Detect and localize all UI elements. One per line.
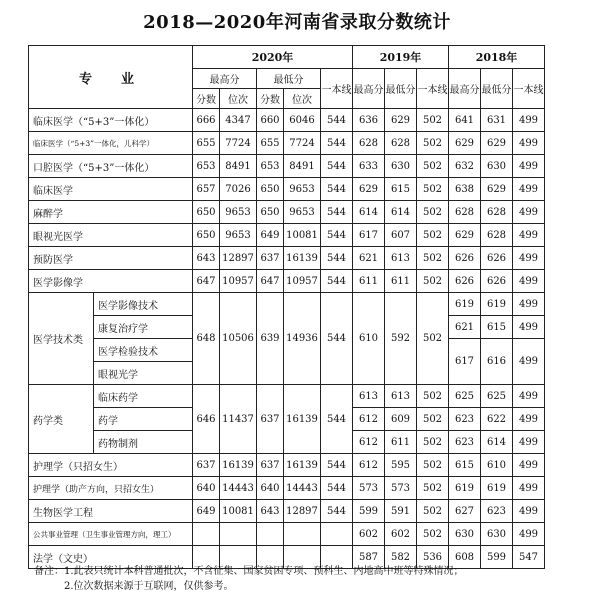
major-name: 临床医学 [29,178,193,201]
table-cell: 502 [417,477,449,500]
table-cell: 502 [417,270,449,293]
table-cell: 544 [321,385,353,454]
table-cell: 643 [193,247,220,270]
table-cell: 12897 [284,500,321,523]
table-cell: 499 [513,408,545,431]
table-cell: 536 [417,546,449,569]
table-row [29,224,545,247]
table-cell [220,523,257,546]
table-cell: 646 [193,385,220,454]
group-name: 药学类 [29,385,94,454]
table-cell: 502 [417,155,449,178]
table-cell: 611 [385,270,417,293]
table-cell: 499 [513,339,545,385]
table-cell: 613 [385,385,417,408]
table-cell: 630 [481,523,513,546]
table-cell: 8491 [284,155,321,178]
table-cell: 573 [385,477,417,500]
table-row [29,477,545,500]
year-2019-header: 2019年 [353,46,449,69]
max-score-header-2019: 最高分 [353,69,385,109]
table-cell: 544 [321,109,353,132]
table-cell: 633 [353,155,385,178]
table-cell: 544 [321,155,353,178]
table-cell: 7026 [220,178,257,201]
table-cell: 587 [353,546,385,569]
table-cell: 637 [193,454,220,477]
table-cell: 602 [385,523,417,546]
table-cell: 9653 [220,201,257,224]
table-cell: 499 [513,477,545,500]
max-score-header-2020: 最高分 [193,69,257,89]
table-cell: 9653 [220,224,257,247]
table-cell: 544 [321,454,353,477]
table-cell: 640 [193,477,220,500]
table-cell: 660 [257,109,284,132]
table-cell: 607 [385,224,417,247]
table-row [29,270,545,293]
table-cell: 648 [193,293,220,385]
rank-subheader: 位次 [284,89,321,109]
table-cell: 615 [449,454,481,477]
table-cell: 629 [385,109,417,132]
table-cell: 7724 [220,132,257,155]
table-cell: 655 [193,132,220,155]
table-cell: 499 [513,178,545,201]
table-cell: 650 [193,224,220,247]
table-cell: 602 [353,523,385,546]
table-cell: 629 [449,224,481,247]
sub-major-name: 临床药学 [94,385,193,408]
table-cell: 599 [481,546,513,569]
note-line: 2.位次数据来源于互联网，仅供参考。 [34,581,234,592]
major-name: 医学影像学 [29,270,193,293]
table-cell: 623 [449,408,481,431]
table-cell: 626 [481,247,513,270]
sub-major-name: 药学 [94,408,193,431]
table-cell: 499 [513,431,545,454]
table-cell: 625 [449,385,481,408]
table-cell: 619 [481,477,513,500]
major-name: 口腔医学（“5+3”一体化） [29,155,193,178]
table-cell: 643 [257,500,284,523]
table-cell: 582 [385,546,417,569]
table-cell: 614 [385,201,417,224]
table-cell: 630 [385,155,417,178]
table-cell: 621 [353,247,385,270]
table-row [29,523,545,546]
table-row [29,454,545,477]
table-cell: 630 [481,155,513,178]
table-cell: 10506 [220,293,257,385]
table-cell: 666 [193,109,220,132]
table-cell: 16139 [284,454,321,477]
table-cell: 619 [449,293,481,316]
line1-header-2019: 一本线 [417,69,449,109]
table-cell: 502 [417,454,449,477]
table-cell: 647 [193,270,220,293]
table-cell: 544 [321,178,353,201]
table-cell: 591 [385,500,417,523]
table-cell: 544 [321,247,353,270]
table-cell: 619 [449,477,481,500]
table-row [29,155,545,178]
table-cell: 592 [385,293,417,385]
table-cell: 499 [513,155,545,178]
table-cell: 573 [353,477,385,500]
table-cell: 502 [417,201,449,224]
table-cell: 608 [449,546,481,569]
table-cell: 631 [481,109,513,132]
table-cell: 502 [417,408,449,431]
table-cell: 649 [257,224,284,247]
major-name: 临床医学（“5+3”一体化，儿科学） [29,132,193,155]
table-cell: 499 [513,500,545,523]
table-cell: 615 [385,178,417,201]
table-cell: 502 [417,431,449,454]
table-cell: 630 [449,523,481,546]
table-cell: 625 [481,385,513,408]
table-cell: 544 [321,500,353,523]
table-cell: 653 [193,155,220,178]
table-cell: 617 [353,224,385,247]
table-cell: 610 [481,454,513,477]
table-cell: 622 [481,408,513,431]
table-cell: 611 [353,270,385,293]
table-cell: 10081 [220,500,257,523]
table-cell: 613 [353,385,385,408]
table-cell: 653 [257,155,284,178]
table-cell: 14936 [284,293,321,385]
table-cell: 599 [353,500,385,523]
table-cell: 612 [353,408,385,431]
sub-major-name: 眼视光学 [94,362,193,385]
table-cell: 502 [417,224,449,247]
table-cell: 614 [353,201,385,224]
table-cell: 611 [385,431,417,454]
table-cell: 636 [353,109,385,132]
table-cell: 499 [513,316,545,339]
table-cell: 628 [481,201,513,224]
major-name: 护理学（助产方向，只招女生） [29,477,193,500]
table-cell: 637 [257,385,284,454]
table-cell [193,523,220,546]
table-cell: 14443 [284,477,321,500]
table-cell: 613 [385,247,417,270]
min-score-header-2018: 最低分 [481,69,513,109]
table-cell: 610 [353,293,385,385]
note-line: 备注：1.此表只统计本科普通批次，不含征集、国家贫困专项、预科生、内地高中班等特殊情况； [34,566,464,577]
major-name: 临床医学（“5+3”一体化） [29,109,193,132]
table-cell: 502 [417,293,449,385]
table-cell: 502 [417,523,449,546]
table-cell: 14443 [220,477,257,500]
table-cell: 12897 [220,247,257,270]
score-subheader: 分数 [257,89,284,109]
table-cell: 629 [353,178,385,201]
major-name: 法学（文史） [29,546,193,569]
table-cell [321,523,353,546]
table-cell: 627 [449,500,481,523]
table-cell: 502 [417,178,449,201]
header-row-years [29,46,545,69]
table-cell: 623 [481,500,513,523]
table-cell: 544 [321,270,353,293]
table-cell [257,523,284,546]
table-cell: 10081 [284,224,321,247]
table-cell: 502 [417,247,449,270]
table-cell: 647 [257,270,284,293]
table-cell: 626 [449,270,481,293]
table-cell: 502 [417,132,449,155]
table-cell: 629 [481,132,513,155]
score-table-body [29,46,545,569]
table-cell: 11437 [220,385,257,454]
score-subheader: 分数 [193,89,220,109]
table-cell: 623 [449,431,481,454]
table-row [29,247,545,270]
table-cell: 499 [513,201,545,224]
table-row [29,132,545,155]
table-cell: 7724 [284,132,321,155]
table-cell: 657 [193,178,220,201]
table-cell: 544 [321,201,353,224]
table-cell: 499 [513,224,545,247]
sub-major-name: 康复治疗学 [94,316,193,339]
table-row [29,109,545,132]
table-cell: 499 [513,247,545,270]
min-score-header-2020: 最低分 [257,69,321,89]
table-cell: 544 [321,293,353,385]
table-cell: 640 [257,477,284,500]
table-cell: 650 [257,178,284,201]
table-cell: 619 [481,293,513,316]
major-name: 生物医学工程 [29,500,193,523]
year-2018-header: 2018年 [449,46,545,69]
table-cell: 641 [449,109,481,132]
table-cell: 544 [321,224,353,247]
line1-header-2020: 一本线 [321,69,353,109]
table-cell: 499 [513,454,545,477]
major-name: 眼视光医学 [29,224,193,247]
max-score-header-2018: 最高分 [449,69,481,109]
table-cell: 616 [481,339,513,385]
table-cell: 499 [513,293,545,316]
table-cell: 621 [449,316,481,339]
table-cell: 638 [449,178,481,201]
table-cell: 617 [449,339,481,385]
major-name: 预防医学 [29,247,193,270]
table-cell: 544 [321,132,353,155]
year-2020-header: 2020年 [193,46,353,69]
table-cell: 628 [449,201,481,224]
group-row [29,293,545,316]
table-cell: 502 [417,500,449,523]
major-header: 专 业 [29,46,193,109]
table-cell: 650 [193,201,220,224]
table-cell: 632 [449,155,481,178]
table-cell: 10957 [220,270,257,293]
table-cell: 499 [513,523,545,546]
table-cell: 16139 [284,385,321,454]
table-cell: 629 [449,132,481,155]
table-cell: 6046 [284,109,321,132]
table-cell: 615 [481,316,513,339]
table-cell: 9653 [284,201,321,224]
table-cell: 9653 [284,178,321,201]
table-cell: 626 [481,270,513,293]
table-cell: 655 [257,132,284,155]
sub-major-name: 医学影像技术 [94,293,193,316]
table-cell: 16139 [284,247,321,270]
table-cell: 499 [513,132,545,155]
notes [34,564,464,594]
table-cell: 8491 [220,155,257,178]
table-cell: 16139 [220,454,257,477]
major-name: 麻醉学 [29,201,193,224]
table-cell: 612 [353,431,385,454]
score-table [28,45,545,569]
table-cell: 544 [321,477,353,500]
table-cell: 629 [481,178,513,201]
group-row [29,385,545,408]
major-name: 公共事业管理（卫生事业管理方向，理工） [29,523,193,546]
table-cell [284,523,321,546]
min-score-header-2019: 最低分 [385,69,417,109]
line1-header-2018: 一本线 [513,69,545,109]
table-row [29,178,545,201]
table-cell: 614 [481,431,513,454]
table-cell: 637 [257,247,284,270]
table-cell: 595 [385,454,417,477]
table-cell: 609 [385,408,417,431]
table-cell: 4347 [220,109,257,132]
table-cell: 628 [481,224,513,247]
table-cell: 612 [353,454,385,477]
table-cell: 637 [257,454,284,477]
table-cell: 499 [513,385,545,408]
group-name: 医学技术类 [29,293,94,385]
table-cell: 502 [417,385,449,408]
sub-major-name: 药物制剂 [94,431,193,454]
sub-major-name: 医学检验技术 [94,339,193,362]
table-cell: 639 [257,293,284,385]
table-cell: 10957 [284,270,321,293]
table-row [29,201,545,224]
table-cell: 626 [449,247,481,270]
table-cell: 649 [193,500,220,523]
table-cell: 499 [513,109,545,132]
table-cell: 628 [353,132,385,155]
table-row [29,500,545,523]
rank-subheader: 位次 [220,89,257,109]
table-cell: 502 [417,109,449,132]
table-cell: 547 [513,546,545,569]
major-name: 护理学（只招女生） [29,454,193,477]
page-title: 2018—2020年河南省录取分数统计 [143,12,451,33]
table-cell: 628 [385,132,417,155]
table-cell: 499 [513,270,545,293]
table-cell: 650 [257,201,284,224]
